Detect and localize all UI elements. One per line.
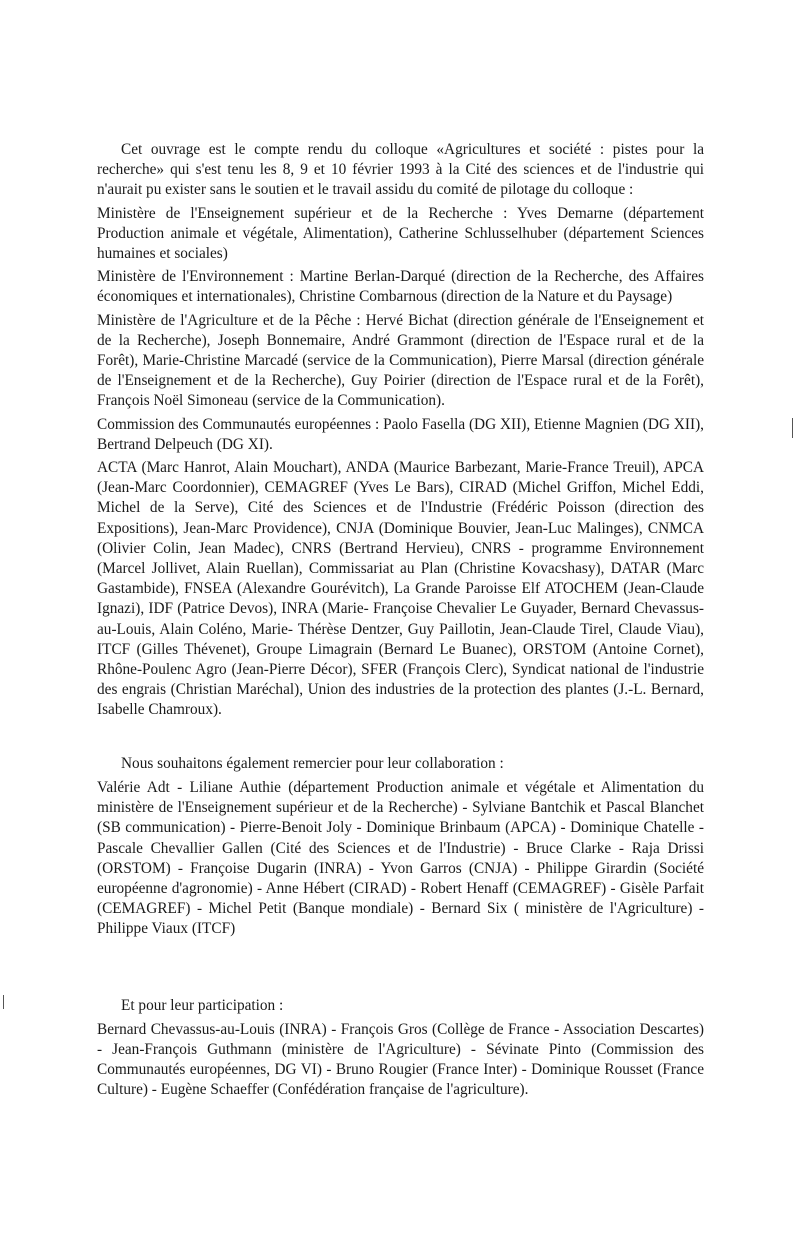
scan-margin-mark [3, 995, 4, 1009]
committee-ministry-environment: Ministère de l'Environnement : Martine Berlan-Darqué (direction de la Recherche, des Affaires économiques et internationales), Christine Combarnous (direction de la Nature et du Paysage) [97, 268, 704, 306]
participation-list: Bernard Chevassus-au-Louis (INRA) - François Gros (Collège de France - Association Descartes) - Jean-François Guthmann (ministère de l'Agriculture) - Sévinate Pinto (Commission des Communautés européennes, DG VI) - Bruno Rougier (France Inter) - Dominique Rousset (France Culture) - Eugène Schaeffer (Confédération française de l'agriculture). [97, 1020, 704, 1099]
collaboration-list: Valérie Adt - Liliane Authie (département Production animale et végétale et Alimentation du ministère de l'Enseignement supérieur et de la Recherche) - Sylviane Bantchik et Pascal Blanchet (SB communication) - Pierre-Benoit Joly - Dominique Brinbaum (APCA) - Dominique Chatelle - Pascale Chevallier Gallen (Cité des Sciences et de l'Industrie) - Bruce Clarke - Raja Drissi (ORSTOM) - Françoise Dugarin (INRA) - Yvon Garros (CNJA) - Philippe Girardin (Société européenne d'agronomie) - Anne Hébert (CIRAD) - Robert Henaff (CEMAGREF) - Gisèle Parfait (CEMAGREF) - Michel Petit (Banque mondiale) - Bernard Six ( ministère de l'Agriculture) - Philippe Viaux (ITCF) [97, 778, 704, 938]
collaboration-heading: Nous souhaitons également remercier pour leur collaboration : [121, 754, 504, 772]
committee-organizations: ACTA (Marc Hanrot, Alain Mouchart), ANDA (Maurice Barbezant, Marie-France Treuil), APCA (Jean-Marc Coordonnier), CEMAGREF (Yves Le Bars), CIRAD (Michel Griffon, Michel Eddi, Michel de la Serve), Cité des Sciences et de l'Industrie (Frédéric Poisson (direction des Expositions), Jean-Marc Providence), CNJA (Dominique Bouvier, Jean-Luc Malinges), CNMCA (Olivier Colin, Jean Madec), CNRS (Bertrand Hervieu), CNRS - programme Environnement (Marcel Jollivet, Alain Ruellan), Commissariat au Plan (Christine Kovacshasy), DATAR (Marc Gastambide), FNSEA (Alexandre Gourévitch), La Grande Paroisse Elf ATOCHEM (Jean-Claude Ignazi), IDF (Patrice Devos), INRA (Marie- Françoise Chevalier Le Guyader, Bernard Chevassus-au-Louis, Alain Coléno, Marie- Thérèse Dentzer, Guy Paillotin, Jean-Claude Tirel, Claude Viau), ITCF (Gilles Thévenet), Groupe Limagrain (Bernard Le Buanec), ORSTOM (Antoine Cornet), Rhône-Poulenc Agro (Jean-Pierre Décor), SFER (François Clerc), Syndicat national de l'industrie des engrais (Christian Maréchal), Union des industries de la protection des plantes (J.-L. Bernard, Isabelle Chamroux). [97, 459, 704, 719]
document-page [97, 140, 704, 1101]
committee-ministry-agriculture: Ministère de l'Agriculture et de la Pêche : Hervé Bichat (direction générale de l'Enseignement et de la Recherche), Joseph Bonnemaire, André Grammont (direction de l'Espace rural et de la Forêt), Marie-Christine Marcadé (service de la Communication), Pierre Marsal (direction générale de l'Enseignement et de la Recherche), Guy Poirier (direction de l'Espace rural et de la Forêt), François Noël Simoneau (service de la Communication). [97, 311, 704, 410]
participation-heading: Et pour leur participation : [121, 996, 284, 1014]
committee-ministry-research: Ministère de l'Enseignement supérieur et de la Recherche : Yves Demarne (département Production animale et végétale, Alimentation), Catherine Schlusselhuber (département Sciences humaines et sociales) [97, 204, 704, 263]
committee-european-commission: Commission des Communautés européennes : Paolo Fasella (DG XII), Etienne Magnien (DG XII), Bertrand Delpeuch (DG XI). [97, 415, 704, 453]
scan-margin-mark [792, 418, 793, 438]
intro-paragraph: Cet ouvrage est le compte rendu du colloque «Agricultures et société : pistes pour la recherche» qui s'est tenu les 8, 9 et 10 février 1993 à la Cité des sciences et de l'industrie qui n'aurait pu exister sans le soutien et le travail assidu du comité de pilotage du colloque : [97, 141, 704, 199]
